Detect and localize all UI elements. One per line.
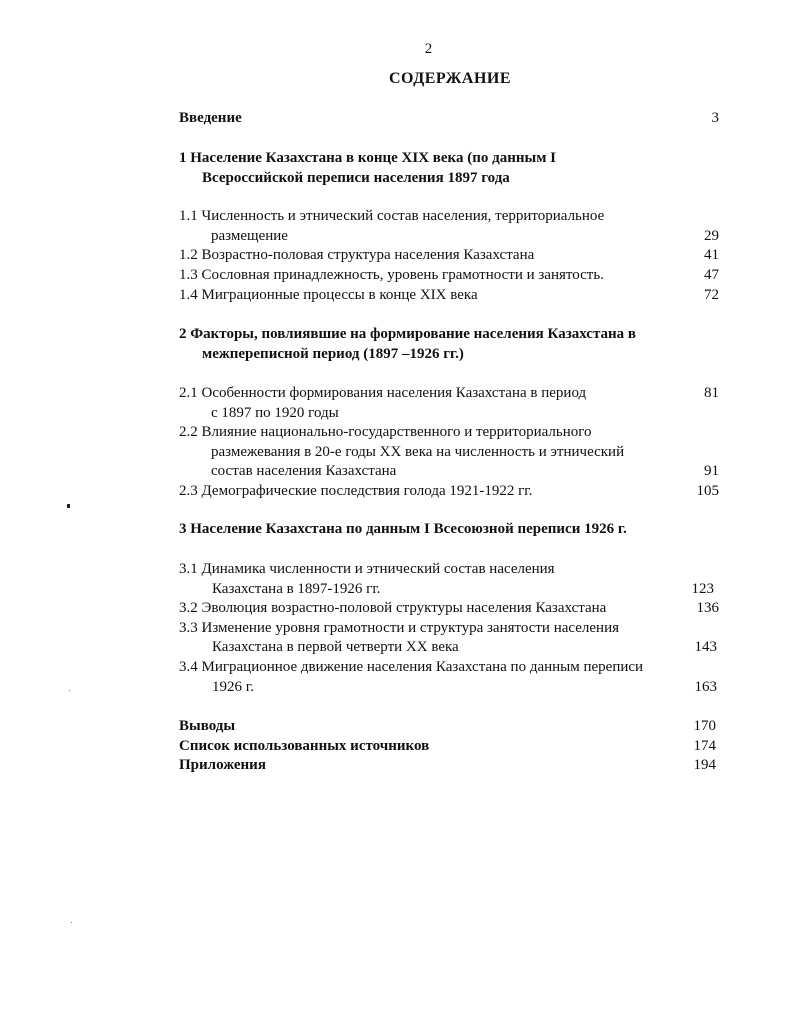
toc-entry-page: 170 <box>693 718 716 734</box>
toc-entry-page: 41 <box>704 247 719 263</box>
toc-entry-label: 2.2 Влияние национально-государственного и территориального <box>179 424 592 440</box>
toc-entry-label: 3.3 Изменение уровня грамотности и структура занятости населения <box>179 620 619 636</box>
toc-entry-page: 81 <box>704 385 719 401</box>
toc-entry-label: 1.2 Возрастно-половая структура населения Казахстана <box>179 247 535 263</box>
toc-entry-page: 91 <box>704 463 719 479</box>
toc-chapter-label: 2 Факторы, повлиявшие на формирование населения Казахстана в <box>179 326 637 342</box>
toc-entry-page: 47 <box>704 267 719 283</box>
toc-entry-label: размежевания в 20-е годы XX века на численность и этнический <box>211 444 625 460</box>
toc-entry-page: 143 <box>694 639 717 655</box>
toc-entry-label: 2.1 Особенности формирования населения Казахстана в период <box>179 385 587 401</box>
toc-entry-label: с 1897 по 1920 годы <box>211 405 339 421</box>
toc-entry-page: 194 <box>693 757 716 773</box>
toc-entry-page: 163 <box>694 679 717 695</box>
toc-chapter-label: межпереписной период (1897 –1926 гг.) <box>202 346 464 362</box>
scan-speck <box>69 690 70 691</box>
toc-entry-label: размещение <box>211 228 288 244</box>
toc-entry-page: 3 <box>711 110 719 126</box>
toc-chapter-label: 1 Население Казахстана в конце XIX века (по данным I <box>179 150 556 166</box>
toc-entry-page: 72 <box>704 287 719 303</box>
toc-entry-label: Введение <box>179 110 242 126</box>
toc-entry-page: 123 <box>691 581 714 597</box>
toc-entry-page: 105 <box>696 483 719 499</box>
toc-entry-label: 1926 г. <box>212 679 254 695</box>
toc-entry-label: состав населения Казахстана <box>211 463 397 479</box>
toc-chapter-label: 3 Население Казахстана по данным I Всесоюзной переписи 1926 г. <box>179 521 627 537</box>
toc-entry-label: Казахстана в 1897-1926 гг. <box>212 581 381 597</box>
toc-entry-page: 136 <box>696 600 719 616</box>
page-title: СОДЕРЖАНИЕ <box>388 70 512 87</box>
toc-chapter-label: Всероссийской переписи населения 1897 года <box>202 170 510 186</box>
scan-speck <box>71 922 72 923</box>
toc-entry-label: 3.1 Динамика численности и этнический состав населения <box>179 561 555 577</box>
toc-entry-page: 174 <box>693 738 716 754</box>
toc-entry-label: Казахстана в первой четверти XX века <box>212 639 459 655</box>
toc-entry-label: 1.4 Миграционные процессы в конце XIX века <box>179 287 478 303</box>
toc-entry-label: 1.1 Численность и этнический состав населения, территориальное <box>179 208 605 224</box>
toc-entry-label: Список использованных источников <box>179 738 430 754</box>
toc-entry-label: Выводы <box>179 718 236 734</box>
toc-entry-label: 3.4 Миграционное движение населения Казахстана по данным переписи <box>179 659 644 675</box>
toc-entry-page: 29 <box>704 228 719 244</box>
toc-entry-label: 1.3 Сословная принадлежность, уровень грамотности и занятость. <box>179 267 604 283</box>
scan-speck <box>67 504 70 508</box>
toc-entry-label: 3.2 Эволюция возрастно-половой структуры населения Казахстана <box>179 600 607 616</box>
toc-entry-label: 2.3 Демографические последствия голода 1921-1922 гг. <box>179 483 533 499</box>
toc-entry-label: Приложения <box>179 757 266 773</box>
page-number: 2 <box>424 41 433 57</box>
